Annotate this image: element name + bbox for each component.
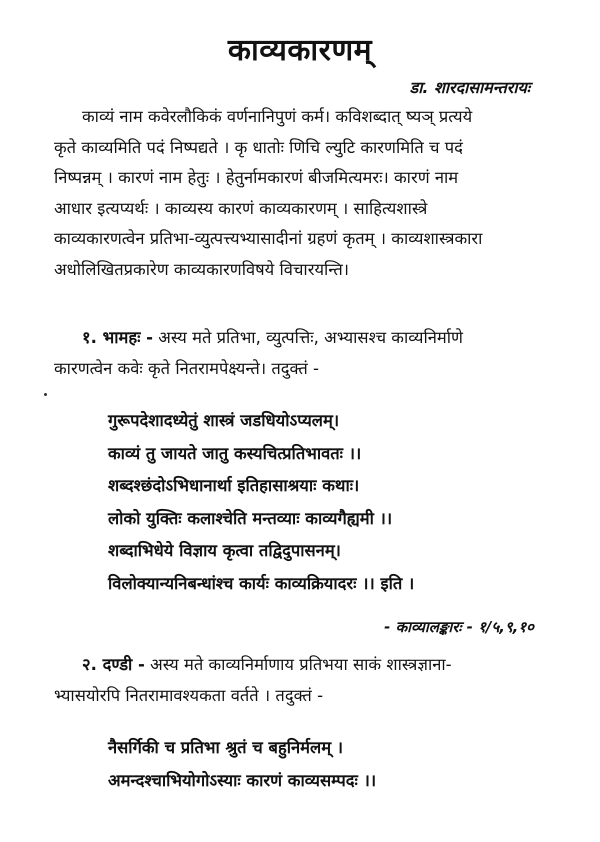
author-name: डा. शारदासामन्तरायः <box>409 78 530 97</box>
stray-dot <box>44 393 47 396</box>
section-text: अस्य मते प्रतिभा, व्युत्पत्तिः, अभ्यासश्च काव्यनिर्माणे <box>158 328 463 347</box>
verse-line: विलोक्यान्यनिबन्धांश्च कार्यः काव्यक्रियादरः ।। इति । <box>108 573 415 593</box>
section-heading: २. दण्डी - <box>82 655 145 674</box>
verse-line: गुरूपदेशादध्येतुं शास्त्रं जडधियोऽप्यलम्। <box>108 411 340 430</box>
intro-paragraph <box>54 102 554 285</box>
verse-line: अमन्दश्चाभियोगोऽस्याः कारणं काव्यसम्पदः ।। <box>108 770 377 790</box>
section-line <box>54 323 554 354</box>
section-dandi <box>54 650 554 711</box>
verse-line: शब्दश्छंदोऽभिधानार्था इतिहासाश्रयाः कथाः। <box>108 476 360 495</box>
section-bhamaha <box>54 323 554 384</box>
intro-line: निष्पन्नम् । कारणं नाम हेतुः । हेतुर्नामकारणं बीजमित्यमरः। कारणं नाम <box>54 168 459 187</box>
section-line: कारणत्वेन कवेः कृते नितरामपेक्ष्यन्ते। तदुक्तं - <box>54 358 319 378</box>
verse-bhamaha <box>108 405 568 600</box>
intro-line: आधार इत्यप्यर्थः । काव्यस्य कारणं काव्यकारणम् । साहित्यशास्त्रे <box>54 198 428 218</box>
verse-line: काव्यं तु जायते जातु कस्यचित्प्रतिभावतः ।। <box>108 443 362 463</box>
section-line <box>54 650 554 681</box>
section-line: भ्यासयोरपि नितरामावश्यकता वर्तते । तदुक्तं - <box>54 685 324 705</box>
section-text: अस्य मते काव्यनिर्माणाय प्रतिभया साकं शास्त्रज्ञाना- <box>150 655 452 674</box>
section-heading: १. भामहः - <box>82 328 154 347</box>
verse-line: शब्दाभिधेये विज्ञाय कृत्वा तद्विदुपासनम्। <box>108 541 341 560</box>
verse-dandi <box>108 732 568 797</box>
verse-line: लोको युक्तिः कलाश्चेति मन्तव्याः काव्यगैह्यमी ।। <box>108 508 393 528</box>
intro-line: कृते काव्यमिति पदं निष्पद्यते । कृ धातोः णिचि ल्युटि कारणमिति च पदं <box>54 137 463 157</box>
intro-line: काव्यकारणत्वेन प्रतिभा-व्युत्पत्त्यभ्यासादीनां ग्रहणं कृतम् । काव्यशास्त्रकारा <box>54 229 483 248</box>
page-title: काव्यकारणम् <box>227 33 373 68</box>
intro-line: अधोलिखितप्रकारेण काव्यकारणविषये विचारयन्ति। <box>54 259 350 279</box>
intro-line: काव्यं नाम कवेरलौकिकं वर्णनानिपुणं कर्म। कविशब्दात् ष्यञ् प्रत्यये <box>82 107 473 126</box>
verse-line: नैसर्गिकी च प्रतिभा श्रुतं च बहुनिर्मलम् । <box>108 738 344 757</box>
verse-source: - काव्यालङ्कारः - १/५,९,१० <box>384 618 534 636</box>
